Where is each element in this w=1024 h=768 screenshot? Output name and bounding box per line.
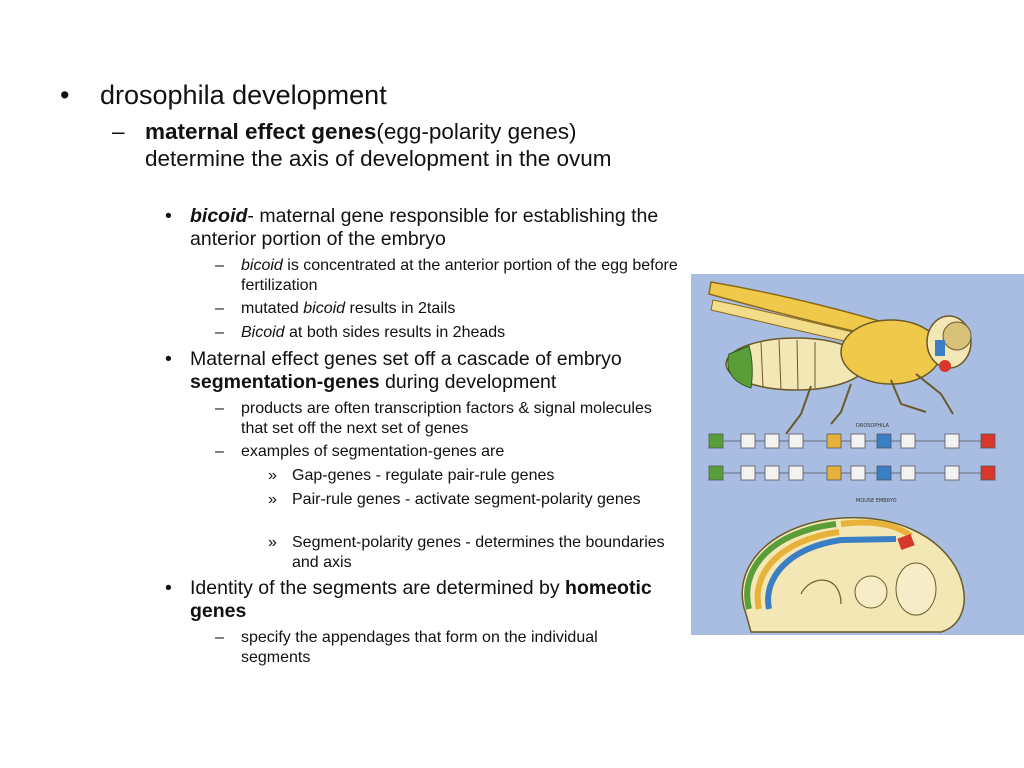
segment-polarity-genes-item: Segment-polarity genes - determines the boundaries and axis bbox=[292, 534, 665, 571]
homeotic-genes-term: homeotic genes bbox=[190, 577, 652, 622]
gene-box bbox=[789, 466, 803, 480]
bicoid-sub-3 bbox=[241, 323, 681, 343]
cascade-sub-1: products are often transcription factors & signal molecules that set off the next set of genes bbox=[241, 400, 652, 437]
cascade-item bbox=[190, 348, 690, 394]
gene-box bbox=[981, 434, 995, 448]
identity-text: Identity of the segments are determined by bbox=[190, 577, 566, 599]
bicoid-item bbox=[190, 205, 690, 251]
gene-box bbox=[945, 466, 959, 480]
chevron-1: » bbox=[268, 467, 277, 484]
figure-illustration bbox=[691, 274, 1024, 635]
fly-illustration bbox=[709, 282, 971, 434]
row-bottom-label: MOUSE EMBRYO bbox=[856, 498, 897, 504]
gene-box bbox=[827, 434, 841, 448]
mouse-embryo-illustration bbox=[742, 518, 964, 632]
pair-rule-genes-item: Pair-rule genes - activate segment-polarity genes bbox=[292, 491, 641, 508]
bicoid-sub-2-pre: mutated bbox=[241, 300, 304, 317]
gene-box bbox=[901, 466, 915, 480]
segmentation-genes-term: segmentation-genes bbox=[190, 371, 380, 393]
bicoid-sub-3-term: Bicoid bbox=[241, 324, 285, 341]
chevron-2: » bbox=[268, 491, 277, 508]
bicoid-sub-1-term: bicoid bbox=[241, 257, 283, 274]
gene-box bbox=[901, 434, 915, 448]
dash-cascade-2: – bbox=[215, 443, 224, 460]
gene-box bbox=[877, 434, 891, 448]
gap-genes-item: Gap-genes - regulate pair-rule genes bbox=[292, 467, 555, 484]
gene-box bbox=[877, 466, 891, 480]
bicoid-sub-2 bbox=[241, 299, 681, 319]
cascade-rest: during development bbox=[379, 371, 557, 393]
gene-box bbox=[765, 434, 779, 448]
drosophila-mouse-figure bbox=[691, 274, 1024, 635]
dash-identity-1: – bbox=[215, 629, 224, 646]
gene-box bbox=[741, 466, 755, 480]
gene-row-bottom bbox=[709, 466, 995, 480]
gene-box bbox=[709, 434, 723, 448]
dash-l2: – bbox=[112, 119, 125, 144]
gene-row-top bbox=[709, 434, 995, 448]
bicoid-sub-1 bbox=[241, 256, 681, 295]
maternal-effect-genes-desc: (egg-polarity genes) determine the axis of development in the ovum bbox=[145, 119, 612, 171]
gene-box bbox=[709, 466, 723, 480]
dash-bicoid-1: – bbox=[215, 257, 224, 274]
identity-sub-1: specify the appendages that form on the individual segments bbox=[241, 629, 598, 666]
identity-item bbox=[190, 577, 670, 623]
bicoid-sub-2-term: bicoid bbox=[303, 300, 346, 317]
bullet-cascade: • bbox=[165, 348, 172, 370]
maternal-effect-genes-item bbox=[145, 118, 665, 172]
gene-box bbox=[741, 434, 755, 448]
title-bullet-text: drosophila development bbox=[100, 80, 387, 110]
bicoid-sub-3-text: at both sides results in 2heads bbox=[284, 324, 506, 341]
chevron-3: » bbox=[268, 534, 277, 551]
dash-cascade-1: – bbox=[215, 400, 224, 417]
gene-box bbox=[851, 434, 865, 448]
bullet-l1: • bbox=[60, 80, 70, 110]
gene-box bbox=[765, 466, 779, 480]
bicoid-desc: - maternal gene responsible for establishing the anterior portion of the embryo bbox=[190, 205, 659, 250]
cascade-sub-2: examples of segmentation-genes are bbox=[241, 443, 505, 460]
gene-box bbox=[981, 466, 995, 480]
bicoid-term: bicoid bbox=[190, 205, 248, 227]
bicoid-sub-2-text: results in 2tails bbox=[345, 300, 456, 317]
cascade-text: Maternal effect genes set off a cascade of embryo bbox=[190, 348, 622, 370]
gene-box bbox=[789, 434, 803, 448]
row-top-label: DROSOPHILA bbox=[856, 423, 889, 429]
dash-bicoid-3: – bbox=[215, 324, 224, 341]
maternal-effect-genes-term: maternal effect genes bbox=[145, 119, 377, 144]
dash-bicoid-2: – bbox=[215, 300, 224, 317]
bicoid-sub-1-text: is concentrated at the anterior portion of the egg before fertilization bbox=[241, 257, 678, 294]
bullet-bicoid: • bbox=[165, 205, 172, 227]
gene-box bbox=[945, 434, 959, 448]
gene-box bbox=[827, 466, 841, 480]
gene-box bbox=[851, 466, 865, 480]
bullet-identity: • bbox=[165, 577, 172, 599]
